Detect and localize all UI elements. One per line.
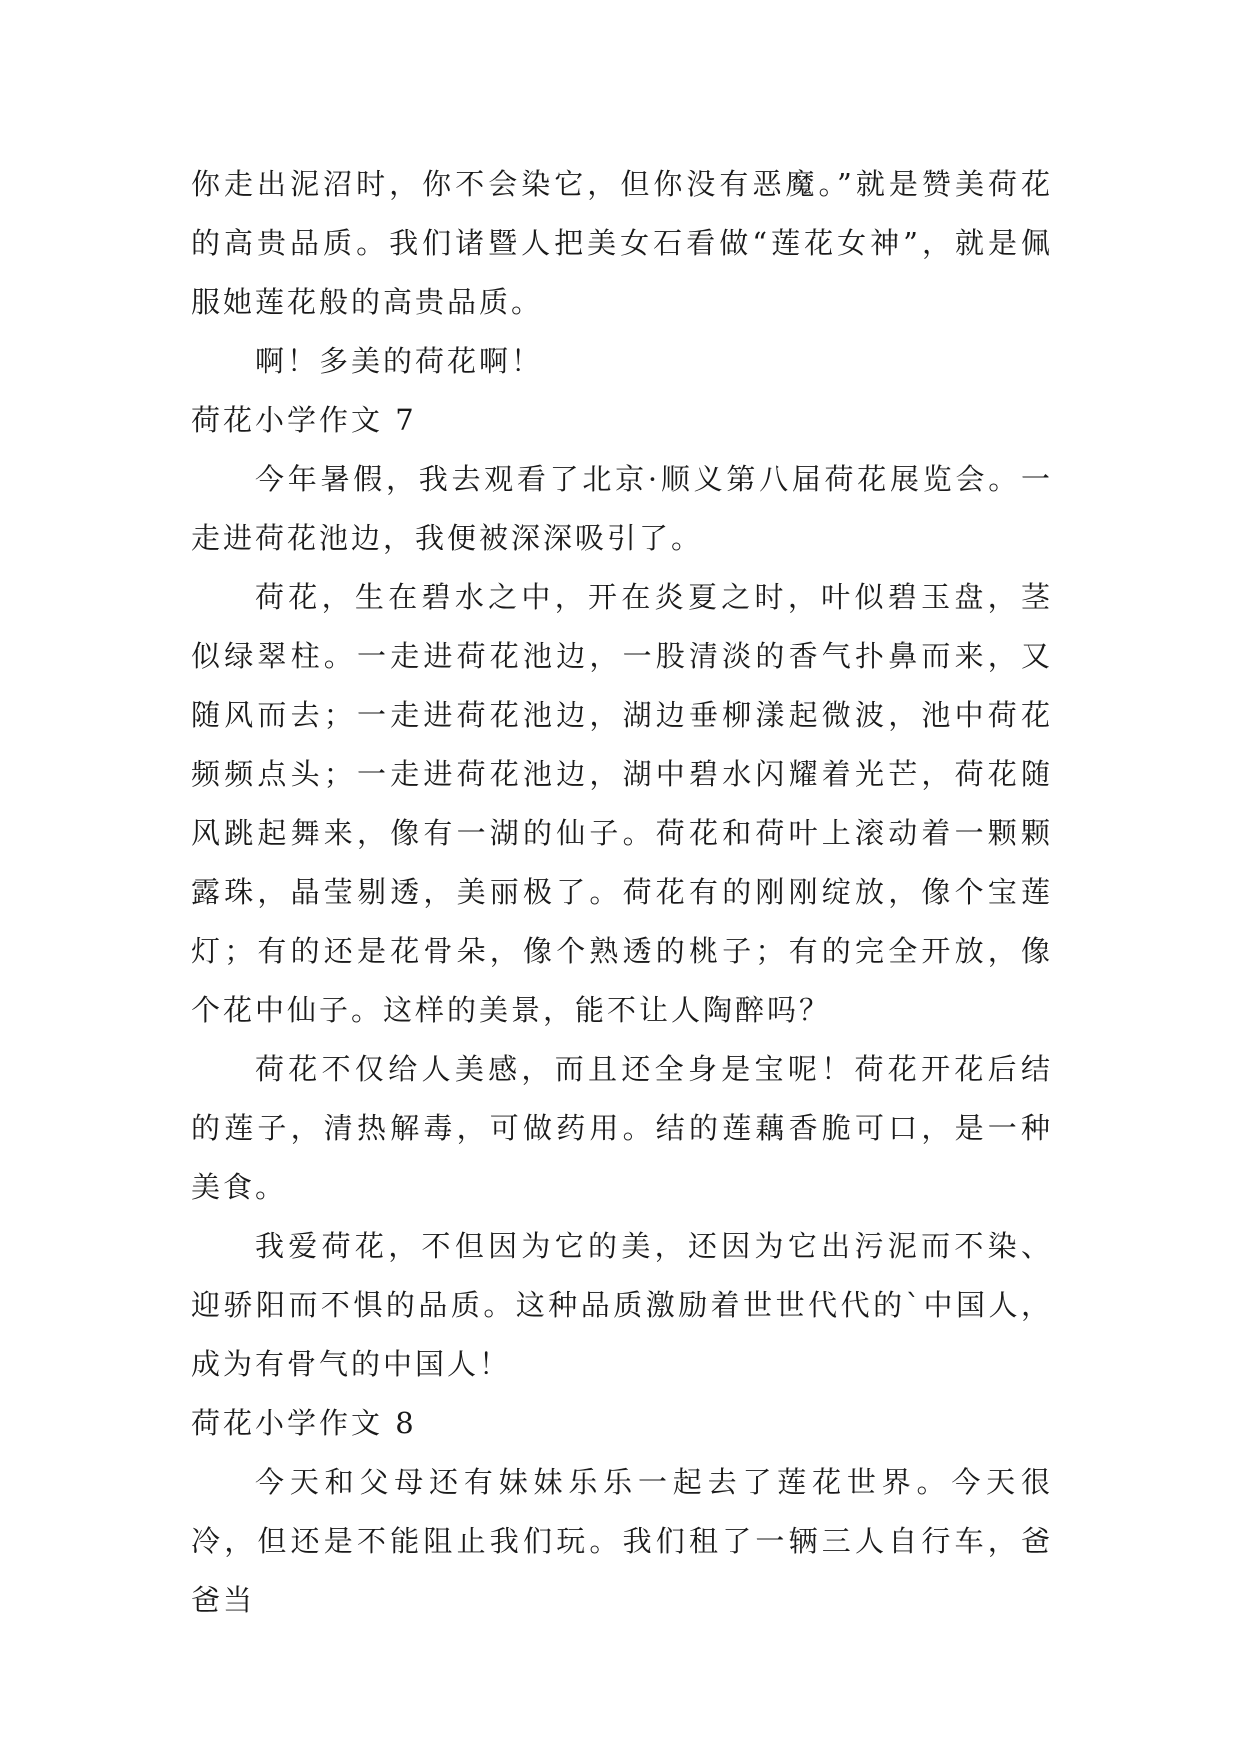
- paragraph-praise-lotus: 你走出泥沼时，你不会染它，但你没有恶魔。”就是赞美荷花的高贵品质。我们诸暨人把美女石看做“莲花女神”，就是佩服她莲花般的高贵品质。: [191, 167, 1053, 319]
- paragraph-love-lotus: 我爱荷花，不但因为它的美，还因为它出污泥而不染、迎骄阳而不惧的品质。这种品质激励着世世代代的`中国人，成为有骨气的中国人！: [191, 1229, 1053, 1381]
- section-heading-7: 荷花小学作文 7: [191, 403, 417, 437]
- paragraph-summer-visit: 今年暑假，我去观看了北京·顺义第八届荷花展览会。一走进荷花池边，我便被深深吸引了。: [191, 462, 1053, 555]
- document-body: [191, 155, 1053, 1630]
- paragraph-lotus-value: 荷花不仅给人美感，而且还全身是宝呢！荷花开花后结的莲子，清热解毒，可做药用。结的莲藕香脆可口，是一种美食。: [191, 1052, 1053, 1204]
- paragraph-lotus-world: 今天和父母还有妹妹乐乐一起去了莲花世界。今天很冷，但还是不能阻止我们玩。我们租了一辆三人自行车，爸爸当: [191, 1465, 1053, 1617]
- paragraph-exclamation: 啊！多美的荷花啊！: [255, 344, 544, 378]
- section-heading-8: 荷花小学作文 8: [191, 1406, 417, 1440]
- paragraph-lotus-description: 荷花，生在碧水之中，开在炎夏之时，叶似碧玉盘，茎似绿翠柱。一走进荷花池边，一股清淡的香气扑鼻而来，又随风而去；一走进荷花池边，湖边垂柳漾起微波，池中荷花频频点头；一走进荷花池边，湖中碧水闪耀着光芒，荷花随风跳起舞来，像有一湖的仙子。荷花和荷叶上滚动着一颗颗露珠，晶莹剔透，美丽极了。荷花有的刚刚绽放，像个宝莲灯；有的还是花骨朵，像个熟透的桃子；有的完全开放，像个花中仙子。这样的美景，能不让人陶醉吗？: [191, 580, 1053, 1027]
